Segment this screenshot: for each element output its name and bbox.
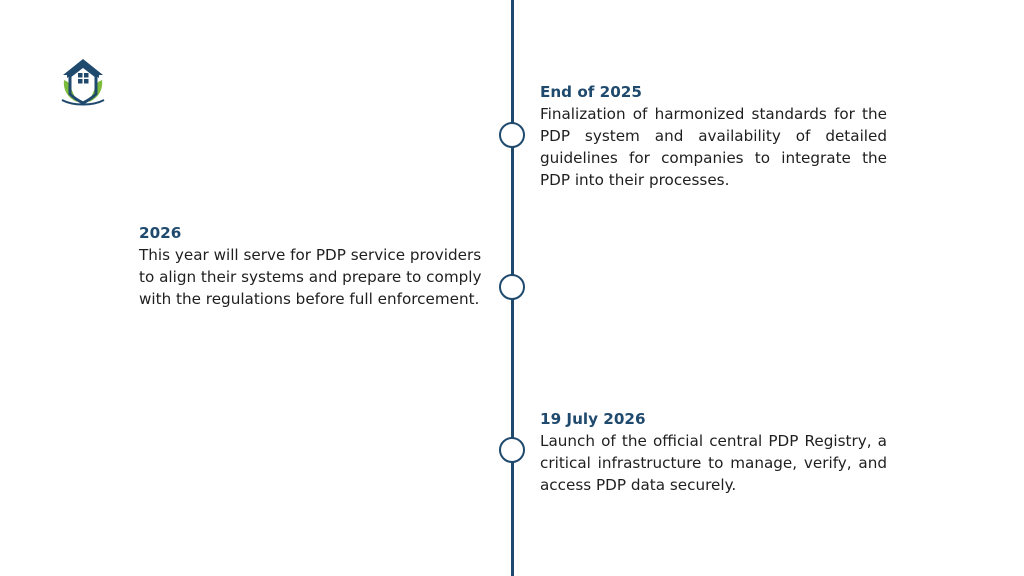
house-hands-logo-icon: [59, 56, 107, 106]
timeline-entry-2026: [139, 222, 486, 310]
timeline-entry-description: This year will serve for PDP service providers to align their systems and prepare to comply with the regulations before full enforcement.: [139, 246, 482, 308]
timeline-entry-title: 19 July 2026: [540, 410, 646, 428]
timeline-entry-title: 2026: [139, 224, 182, 242]
timeline-entry-title: End of 2025: [540, 83, 642, 101]
timeline-node: [499, 274, 525, 300]
timeline-entry-description: Launch of the official central PDP Registry, a critical infrastructure to manage, verify, and access PDP data securely.: [540, 432, 887, 494]
timeline-node: [499, 122, 525, 148]
timeline-entry-end-2025: [540, 81, 887, 191]
house-hands-logo: [59, 56, 107, 106]
timeline-entry-19-july-2026: [540, 408, 887, 496]
timeline-entry-description: Finalization of harmonized standards for the PDP system and availability of detailed guidelines for companies to integrate the PDP into their processes.: [540, 105, 887, 189]
timeline-node: [499, 437, 525, 463]
